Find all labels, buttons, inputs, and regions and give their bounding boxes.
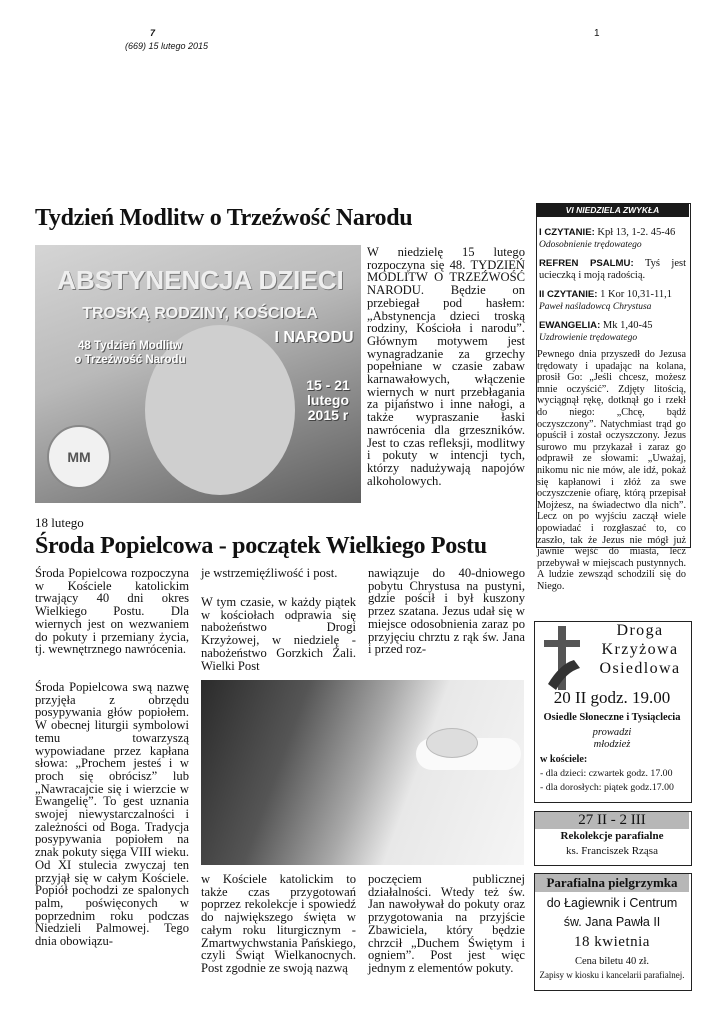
abstinence-poster-image bbox=[35, 245, 361, 503]
right-page-number: 1 bbox=[594, 28, 600, 39]
article2-col2-para2: W tym czasie, w każdy piątek w kościołach odprawia się nabożeństwo Drogi Krzyżowej, w niedzielę - nabożeństwo Gorzkich Żali. Wielki Post bbox=[201, 595, 356, 673]
reading2-title: Paweł naśladowcą Chrystusa bbox=[539, 302, 652, 312]
church-label: w kościele: bbox=[540, 754, 588, 765]
campaign-logo-icon: MM bbox=[47, 425, 111, 489]
title-line3: Osiedlowa bbox=[599, 660, 681, 677]
retreat-date: 27 II - 2 III bbox=[535, 812, 689, 829]
pilgrimage-line1: do Łagiewnik i Centrum bbox=[546, 896, 678, 910]
poster-line1: ABSTYNENCJA DZIECI bbox=[57, 265, 344, 295]
refrain-text: Tyś jest ucieczką i moją radością. bbox=[539, 258, 686, 281]
lead-line1: prowadzi bbox=[592, 727, 632, 738]
children-schedule: - dla dzieci: czwartek godz. 17.00 bbox=[540, 768, 673, 779]
poster-line2: TROSKĄ RODZINY, KOŚCIOŁA bbox=[82, 305, 318, 322]
poster-line4: I NARODU bbox=[274, 329, 354, 346]
way-of-cross-place: Osiedle Słoneczne i Tysiąclecia bbox=[543, 712, 681, 723]
pilgrimage-date: 18 kwietnia bbox=[574, 934, 650, 950]
reading1 bbox=[539, 227, 686, 251]
retreat-speaker: ks. Franciszek Rząsa bbox=[566, 845, 658, 857]
title-line2: Krzyżowa bbox=[601, 641, 679, 658]
page-number: 7 bbox=[150, 28, 156, 38]
pilgrimage-title: Parafialna pielgrzymka bbox=[535, 874, 689, 892]
gospel-text: Pewnego dnia przyszedł do Jezusa trędowaty i upadając na kolana, prosił Go: „Jeśli chcesz, możesz mnie oczyścić”. Zdjęty litością, wyciągnął rękę, dotknął go i rzekł do niego: „Chcę, bądź oczyszczony”. Natychmiast trąd go opuścił i został oczyszczony. Jezus surowo mu przykazał i zaraz go odprawił ze słowami: „Uważaj, nikomu nic nie mów, ale idź, pokaż się kapłanowi i złóż za swe oczyszczenie ofiarę, którą przepisał Mojżesz, na świadectwo dla nich”. Lecz on po wyjściu zaczął wiele opowiadać i rozgłaszać to, co zaszło, tak że Jezus nie mógł już jawnie wejść do miasta, lecz przebywał w miejscach pustynnych. A ludzie zewsząd schodzili się do Niego. bbox=[537, 349, 686, 592]
pilgrimage-price: Cena biletu 40 zł. bbox=[574, 956, 650, 967]
article2-title: Środa Popielcowa - początek Wielkiego Postu bbox=[35, 533, 487, 559]
reading2 bbox=[539, 289, 686, 313]
pilgrimage-line2: św. Jana Pawła II bbox=[563, 915, 661, 929]
ash-bowl bbox=[426, 728, 478, 758]
gospel-title: Uzdrowienie trędowatego bbox=[539, 333, 638, 343]
way-of-cross-time: 20 II godz. 19.00 bbox=[553, 688, 671, 707]
lead-line2: młodzież bbox=[593, 739, 631, 750]
reading1-label: I CZYTANIE: bbox=[539, 227, 595, 238]
way-of-cross-title bbox=[592, 621, 688, 678]
gospel bbox=[539, 320, 686, 344]
reading2-ref: 1 Kor 10,31-11,1 bbox=[600, 289, 673, 300]
refrain bbox=[539, 258, 686, 282]
readings-header: VI NIEDZIELA ZWYKŁA bbox=[536, 203, 689, 217]
way-of-cross-leader bbox=[534, 727, 690, 751]
article2-col1-para1: Środa Popielcowa rozpoczyna w Kościele katolickim trwający 40 dni okres Wielkiego Postu. Dla wiernych jest on wezwaniem do pokuty i przemiany życia, tj. wewnętrznego nawrócenia. bbox=[35, 566, 189, 657]
article2-col1-para2: Środa Popielcowa swą nazwę przyjęła z obrzędu posypywania głów popiołem. W obecnej liturgii symbolowi temu towarzyszą wypowiadane przez kapłana słowa: „Prochem jesteś i w proch się obrócisz” lub „Nawracajcie się i wierzcie w Ewangelię”. To gest uznania swojej niewystarczalności i zależności od Boga. Tradycja posypywania popiołem na znak pokuty sięga VIII wieku. Od XI stulecia zwyczaj ten przyjął się w całym Kościele. Popiół pochodzi ze spalonych palm, poświęconych w poprzednim roku podczas Niedzieli Palmowej. Tego dnia obowiązu- bbox=[35, 680, 189, 949]
cross-icon bbox=[540, 624, 588, 692]
gospel-label: EWANGELIA: bbox=[539, 320, 601, 331]
reading2-label: II CZYTANIE: bbox=[539, 289, 598, 300]
gospel-ref: Mk 1,40-45 bbox=[602, 320, 653, 331]
adults-schedule: - dla dorosłych: piątek godz.17.00 bbox=[540, 782, 674, 793]
reading1-ref: Kpł 13, 1-2. 45-46 bbox=[597, 227, 676, 238]
article1-title: Tydzień Modlitw o Trzeźwość Narodu bbox=[35, 205, 413, 231]
issue-date: (669) 15 lutego 2015 bbox=[125, 41, 209, 51]
title-line1: Droga bbox=[616, 622, 664, 639]
refrain-label: REFREN PSALMU: bbox=[539, 258, 634, 269]
pilgrimage-note: Zapisy w kiosku i kancelarii parafialnej. bbox=[539, 970, 685, 980]
article2-col3-para1: nawiązuje do 40-dniowego pobytu Chrystusa na pustyni, gdzie pościł i był kuszony przez szatana. Jezus udał się w miejsce odosobnienia zaraz po przyjęciu chrztu z rąk św. Jana i przed roz- bbox=[368, 566, 525, 657]
article2-col2-para1: je wstrzemięźliwość i post. bbox=[201, 566, 338, 580]
poster-line3: 48 Tydzień Modlitw o Trzeźwość Narodu bbox=[74, 340, 186, 366]
article2-col2-para3: w Kościele katolickim to także czas przygotowań poprzez rekolekcje i spowiedź do największego święta w całym roku liturgicznym - Zmartwychwstania Pańskiego, czyli Świąt Wielkanocnych. Post zgodnie ze swoją nazwą bbox=[201, 872, 356, 975]
ash-wednesday-photo bbox=[201, 680, 524, 865]
article2-col3-para2: poczęciem publicznej działalności. Wtedy też św. Jan nawoływał do pokuty oraz przygotowania na przyjście Zbawiciela, który będzie chrzcił „Duchem Świętym i ogniem”. Post jest więc jednym z elementów pokuty. bbox=[368, 872, 525, 975]
poster-dates: 15 - 21 lutego 2015 r bbox=[306, 377, 350, 423]
retreat-title: Rekolekcje parafialne bbox=[560, 830, 664, 842]
article1-text: W niedzielę 15 lutego rozpoczyna się 48. TYDZIEŃ MODLITW O TRZEŹWOŚĆ NARODU. Będzie on przebiegał pod hasłem: „Abstynencja dzieci troską rodziny, Kościoła i narodu”. Głównym motywem jest wynagradzanie za grzechy popełniane w czasie zabaw karnawałowych, włączenie wiernych w nurt przebłagania za pijaństwo i inne nałogi, a także wypraszanie łaski nawrócenia dla grzeszników. Jest to czas refleksji, modlitwy i pokuty w intencji tych, którzy nadużywają napojów alkoholowych. bbox=[367, 245, 525, 488]
article2-date: 18 lutego bbox=[35, 515, 84, 530]
reading1-title: Odosobnienie trędowatego bbox=[539, 240, 642, 250]
